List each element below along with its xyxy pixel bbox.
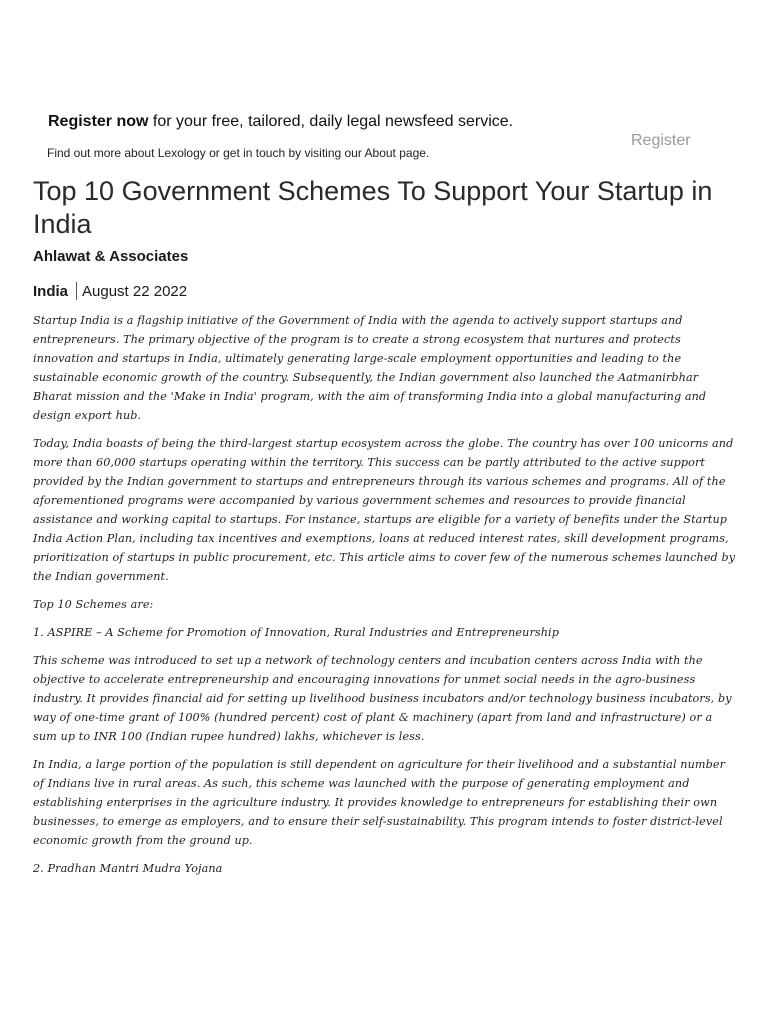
meta-divider <box>76 282 77 300</box>
banner-text: for your free, tailored, daily legal newsfeed service. <box>148 113 514 130</box>
banner-subtext-end: page. <box>395 146 430 160</box>
article-date: August 22 2022 <box>82 282 188 300</box>
banner-subtext-start: Find out more about Lexology or get in touch by visiting our <box>47 146 365 160</box>
banner-message <box>48 111 728 133</box>
article-paragraph: Startup India is a flagship initiative of the Government of India with the agenda to actively support startups and entrepreneurs. The primary objective of the program is to create a strong ecosystem that nurtures and protects innovation and startups in India, ultimately generating large-scale employment opportunities and leading to the sustainable economic growth of the country. Subsequently, the Indian government also launched the Aatmanirbhar Bharat mission and the 'Make in India' program, with the aim of transforming India into a global manufacturing and design export hub. <box>33 314 707 422</box>
banner-subtext <box>47 146 429 160</box>
article-author[interactable]: Ahlawat & Associates <box>33 248 189 265</box>
article-body <box>33 311 737 887</box>
article-title: Top 10 Government Schemes To Support Your Startup in India <box>33 176 713 239</box>
register-banner <box>48 111 728 133</box>
about-link[interactable]: About <box>364 146 396 160</box>
article-paragraph: Today, India boasts of being the third-largest startup ecosystem across the globe. The country has over 100 unicorns and more than 60,000 startups operating within the territory. This success can be partly attributed to the active support provided by the Indian government to startups and entrepreneurs through its various schemes and programs. All of the aforementioned programs were accompanied by various government schemes and resources to provide financial assistance and working capital to startups. For instance, startups are eligible for a variety of benefits under the Startup India Action Plan, including tax incentives and exemptions, loans at reduced interest rates, skill development programs, prioritization of startups in public procurement, etc. This article aims to cover few of the numerous schemes launched by the Indian government. <box>33 437 736 583</box>
register-button[interactable]: Register <box>631 132 691 149</box>
article-country[interactable]: India <box>33 282 69 300</box>
register-now-link[interactable]: Register now <box>48 113 149 130</box>
article-paragraph: This scheme was introduced to set up a network of technology centers and incubation centers across India with the objective to accelerate entrepreneurship and encouraging innovations for unmet social needs in the agro-business industry. It provides financial aid for setting up livelihood business incubators and/or technology business incubators, by way of one-time grant of 100% (hundred percent) cost of plant & machinery (apart from land and infrastructure) or a sum up to INR 100 (Indian rupee hundred) lakhs, whichever is less. <box>33 654 732 743</box>
article-subheading: Top 10 Schemes are: <box>33 598 154 611</box>
article-subheading: 2. Pradhan Mantri Mudra Yojana <box>33 862 223 875</box>
article-subheading: 1. ASPIRE – A Scheme for Promotion of Innovation, Rural Industries and Entrepreneurship <box>33 626 559 639</box>
article-paragraph: In India, a large portion of the population is still dependent on agriculture for their livelihood and a substantial number of Indians live in rural areas. As such, this scheme was launched with the purpose of generating employment and establishing enterprises in the agriculture industry. It provides knowledge to entrepreneurs for establishing their own businesses, to emerge as employers, and to ensure their self-sustainability. This program intends to foster district-level economic growth from the ground up. <box>33 758 726 847</box>
article-meta <box>33 282 187 300</box>
